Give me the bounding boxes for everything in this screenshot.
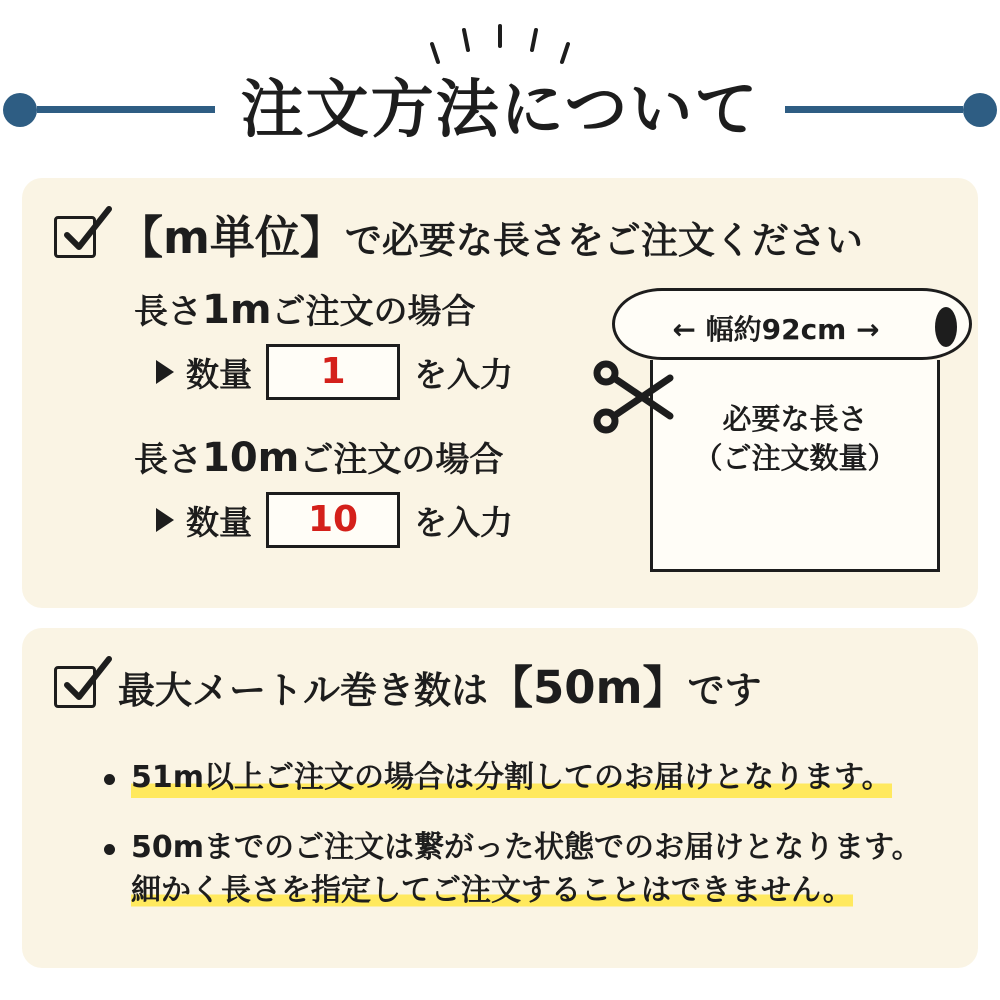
- max-bullet-2-text: [131, 826, 922, 913]
- title-dot-left: [3, 93, 37, 127]
- case-spacer: [134, 400, 574, 434]
- page-title: 注文方法について: [240, 73, 760, 146]
- title-row: [0, 73, 1000, 146]
- order-case-2-label-num: 10m: [202, 435, 300, 481]
- order-card-title-bracket: 【m単位】: [118, 211, 345, 264]
- order-card-title-rest: で必要な長さをご注文ください: [344, 219, 863, 262]
- title-rule-left: [37, 106, 215, 113]
- max-card-heading: [22, 628, 978, 719]
- list-item: [104, 826, 928, 913]
- order-card-heading: [22, 178, 978, 269]
- order-case-1-label-prefix: 長さ: [134, 292, 202, 332]
- quantity-input-2[interactable]: 10: [266, 492, 400, 548]
- roll-length-line1: 必要な長さ: [722, 402, 868, 436]
- title-dot-right: [963, 93, 997, 127]
- bullet-dot-icon: [104, 844, 115, 855]
- order-cases: [134, 286, 574, 548]
- order-case-2: [134, 434, 574, 548]
- bullet-dot-icon: [104, 774, 115, 785]
- order-method-card: [22, 178, 978, 608]
- roll-core-hole-icon: [935, 307, 957, 347]
- checkmark-icon: [54, 216, 96, 258]
- roll-length-line2: （ご注文数量）: [693, 441, 897, 476]
- max-card-title-suffix: です: [687, 669, 762, 712]
- triangle-bullet-icon: [156, 360, 174, 384]
- scissors-icon: [592, 360, 687, 435]
- max-length-card: [22, 628, 978, 968]
- order-case-1-enter-word: を入力: [414, 354, 513, 394]
- wallpaper-roll-illustration: [592, 288, 992, 578]
- order-case-2-enter-word: を入力: [414, 502, 513, 542]
- order-case-1-label-num: 1m: [202, 287, 272, 333]
- order-card-title: [118, 208, 863, 269]
- triangle-bullet-icon: [156, 508, 174, 532]
- max-card-bullets: [104, 756, 928, 939]
- checkmark-icon: [54, 666, 96, 708]
- page-header: [0, 0, 1000, 170]
- sparkle-icon: [430, 22, 570, 67]
- order-case-2-label-suffix: ご注文の場合: [299, 440, 504, 480]
- title-rule-right: [785, 106, 963, 113]
- roll-length-label: [650, 400, 940, 478]
- order-case-1-qty-word: 数量: [186, 354, 252, 394]
- max-bullet-2-line2: 細かく長さを指定してご注文することはできません。: [131, 873, 853, 908]
- roll-width-label: ← 幅約92cm →: [672, 313, 880, 346]
- max-bullet-2-line1: 50mまでのご注文は繋がった状態でのお届けとなります。: [131, 829, 922, 865]
- order-case-2-qty-word: 数量: [186, 502, 252, 542]
- max-card-title-bracket: 【50m】: [488, 661, 688, 714]
- order-case-2-label: [134, 434, 574, 482]
- max-card-title-prefix: 最大メートル巻き数は: [118, 669, 488, 712]
- list-item: [104, 756, 928, 800]
- order-case-1-label-suffix: ご注文の場合: [271, 292, 476, 332]
- order-case-1-label: [134, 286, 574, 334]
- max-bullet-1-text: 51m以上ご注文の場合は分割してのお届けとなります。: [131, 756, 892, 800]
- max-card-title: [118, 658, 762, 719]
- order-case-1-row: [134, 344, 574, 400]
- quantity-input-1[interactable]: 1: [266, 344, 400, 400]
- order-case-2-label-prefix: 長さ: [134, 440, 202, 480]
- order-case-2-row: [134, 492, 574, 548]
- order-case-1: [134, 286, 574, 400]
